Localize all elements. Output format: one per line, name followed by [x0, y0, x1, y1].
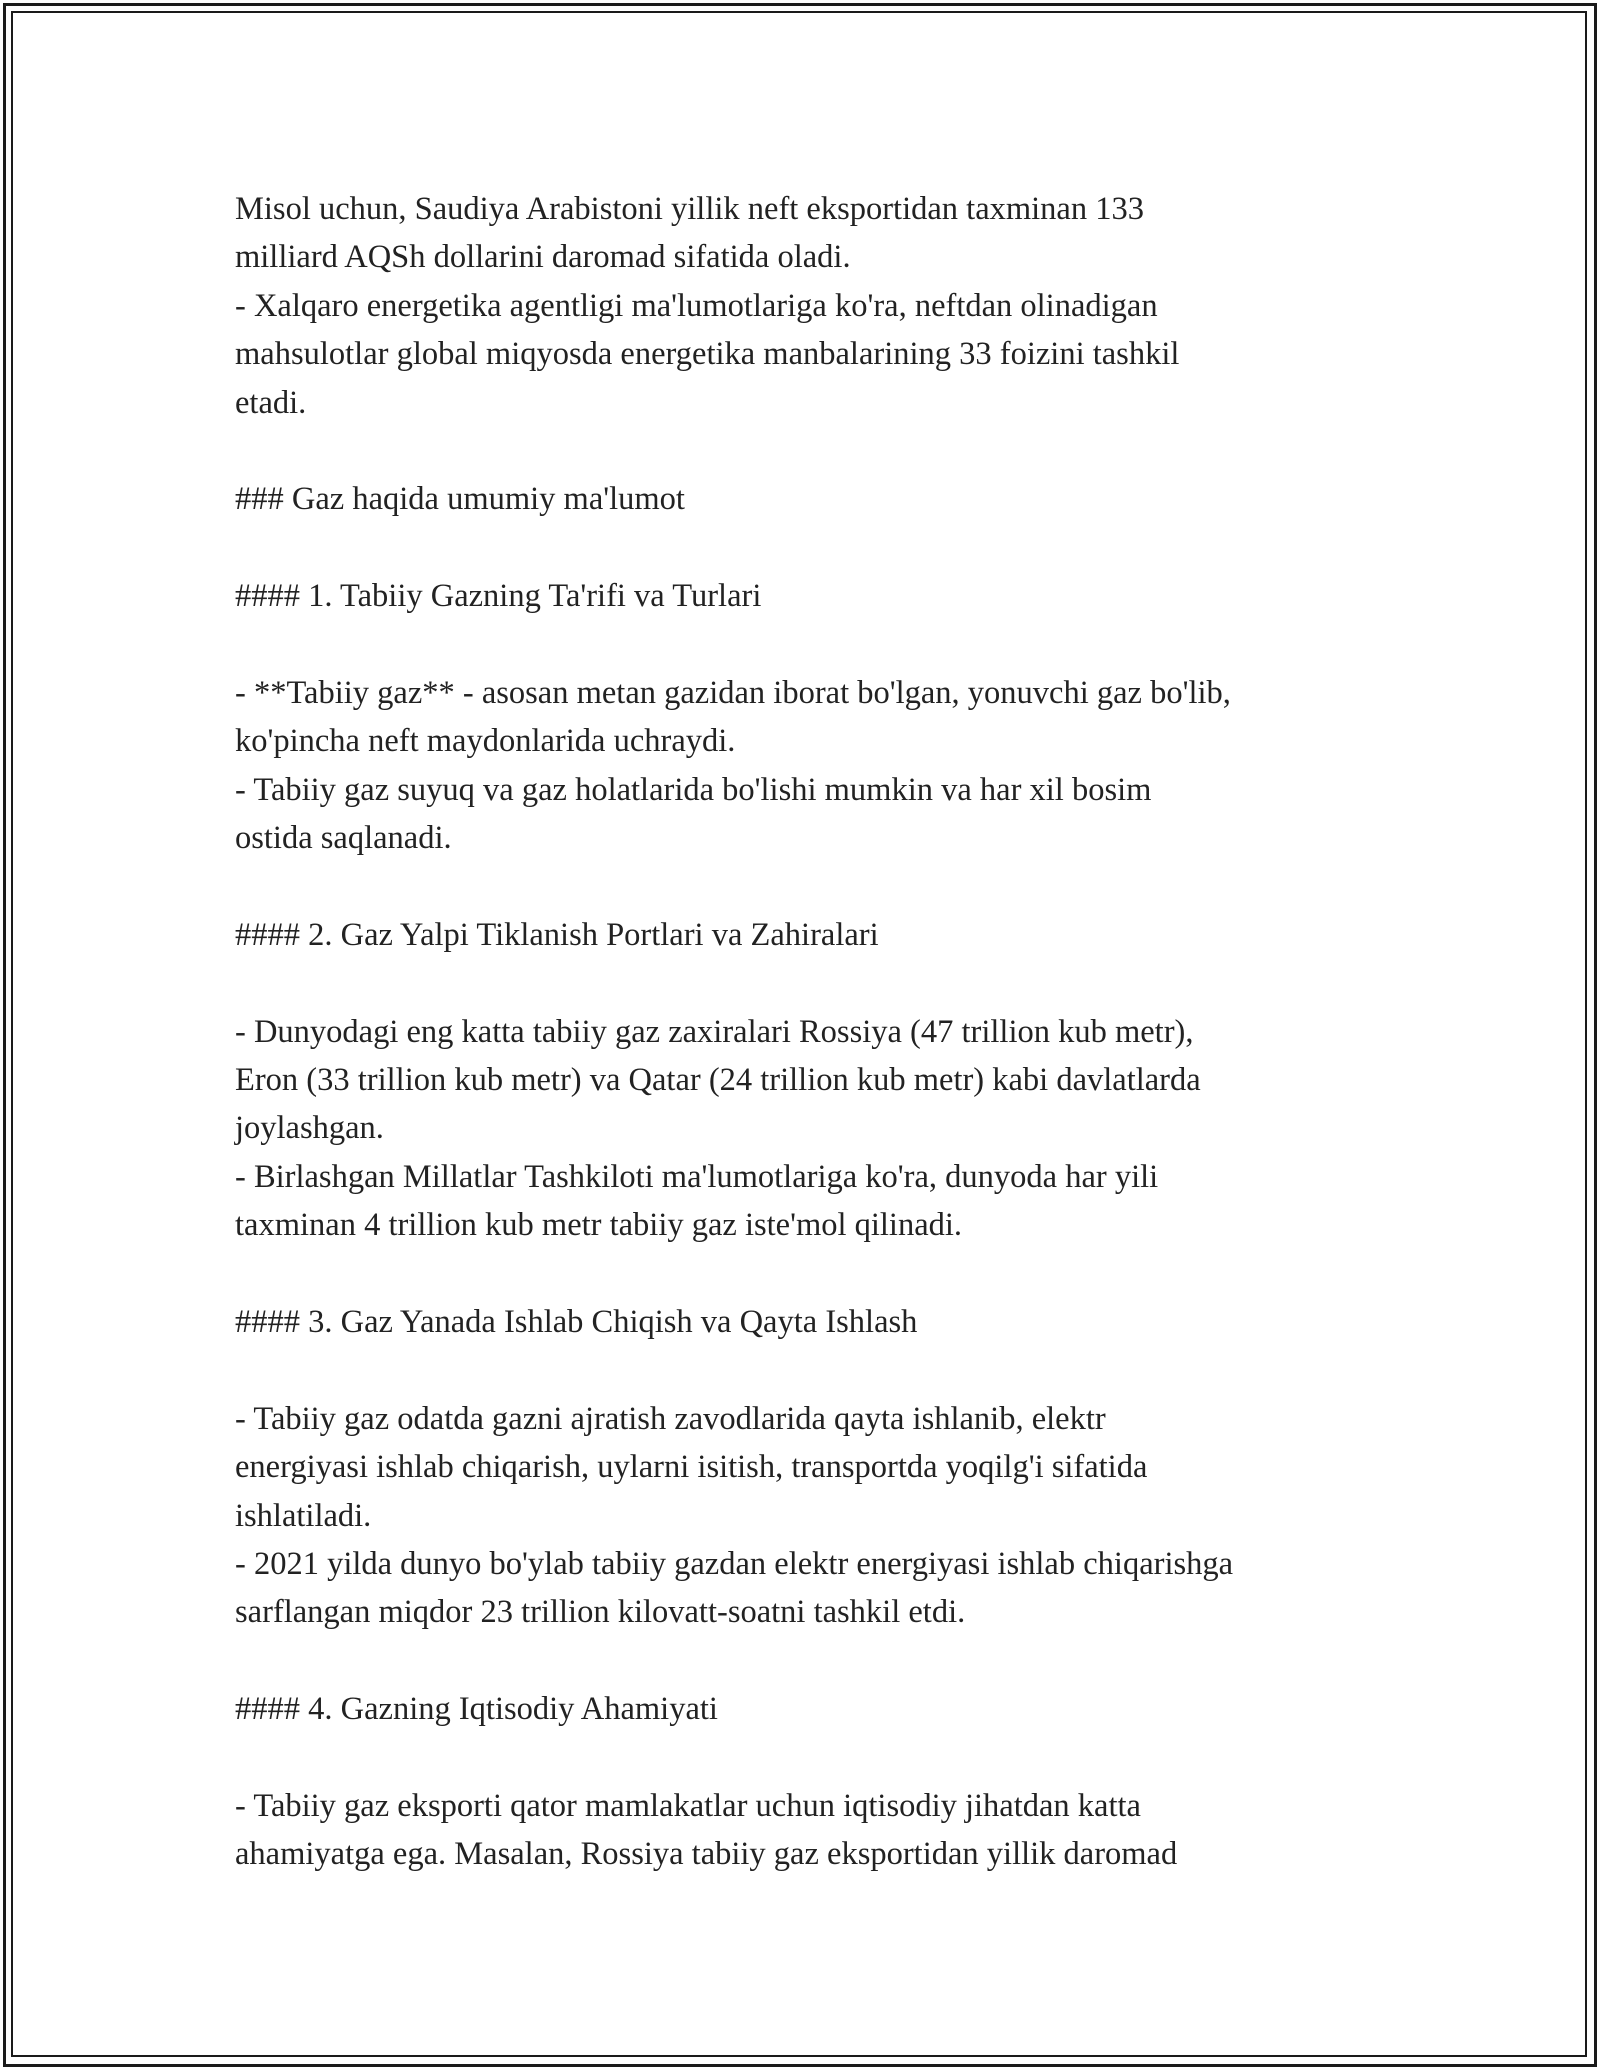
text-line: taxminan 4 trillion kub metr tabiiy gaz iste'mol qilinadi.	[235, 1207, 963, 1244]
document-body	[235, 185, 1385, 1879]
text-line: - Tabiiy gaz suyuq va gaz holatlarida bo'lishi mumkin va har xil bosim	[235, 771, 1152, 808]
blank-line	[235, 959, 1385, 1007]
blank-line	[235, 524, 1385, 572]
blank-line	[235, 621, 1385, 669]
text-line: - Xalqaro energetika agentligi ma'lumotlariga ko'ra, neftdan olinadigan	[235, 287, 1158, 324]
text-line: - Dunyodagi eng katta tabiiy gaz zaxiralari Rossiya (47 trillion kub metr),	[235, 1013, 1194, 1050]
text-line: ko'pincha neft maydonlarida uchraydi.	[235, 723, 736, 760]
blank-line	[235, 1250, 1385, 1298]
subsection-heading-4: #### 4. Gazning Iqtisodiy Ahamiyati	[235, 1691, 718, 1728]
text-line: Eron (33 trillion kub metr) va Qatar (24 trillion kub metr) kabi davlatlarda	[235, 1062, 1201, 1099]
text-line: - Tabiiy gaz odatda gazni ajratish zavodlarida qayta ishlanib, elektr	[235, 1400, 1106, 1437]
text-line: - 2021 yilda dunyo bo'ylab tabiiy gazdan elektr energiyasi ishlab chiqarishga	[235, 1545, 1234, 1582]
subsection-heading-3: #### 3. Gaz Yanada Ishlab Chiqish va Qayta Ishlash	[235, 1303, 918, 1340]
blank-line	[235, 427, 1385, 475]
text-line: - **Tabiiy gaz** - asosan metan gazidan iborat bo'lgan, yonuvchi gaz bo'lib,	[235, 674, 1231, 711]
text-line: ostida saqlanadi.	[235, 820, 452, 857]
text-line: energiyasi ishlab chiqarish, uylarni isitish, transportda yoqilg'i sifatida	[235, 1449, 1148, 1486]
blank-line	[235, 1734, 1385, 1782]
subsection-heading-1: #### 1. Tabiiy Gazning Ta'rifi va Turlari	[235, 578, 762, 615]
text-line: - Birlashgan Millatlar Tashkiloti ma'lumotlariga ko'ra, dunyoda har yili	[235, 1158, 1159, 1195]
text-line: joylashgan.	[235, 1110, 384, 1147]
text-line: milliard AQSh dollarini daromad sifatida oladi.	[235, 239, 851, 276]
text-line: Misol uchun, Saudiya Arabistoni yillik neft eksportidan taxminan 133	[235, 191, 1144, 227]
blank-line	[235, 862, 1385, 910]
text-line: mahsulotlar global miqyosda energetika manbalarining 33 foizini tashkil	[235, 336, 1180, 373]
text-line: sarflangan miqdor 23 trillion kilovatt-soatni tashkil etdi.	[235, 1594, 966, 1631]
section-heading: ### Gaz haqida umumiy ma'lumot	[235, 481, 685, 518]
text-line: ishlatiladi.	[235, 1497, 372, 1534]
blank-line	[235, 1346, 1385, 1394]
text-line: ahamiyatga ega. Masalan, Rossiya tabiiy gaz eksportidan yillik daromad	[235, 1836, 1178, 1873]
text-line: etadi.	[235, 384, 307, 421]
text-line: - Tabiiy gaz eksporti qator mamlakatlar uchun iqtisodiy jihatdan katta	[235, 1787, 1141, 1824]
blank-line	[235, 1637, 1385, 1685]
subsection-heading-2: #### 2. Gaz Yalpi Tiklanish Portlari va Zahiralari	[235, 916, 879, 953]
